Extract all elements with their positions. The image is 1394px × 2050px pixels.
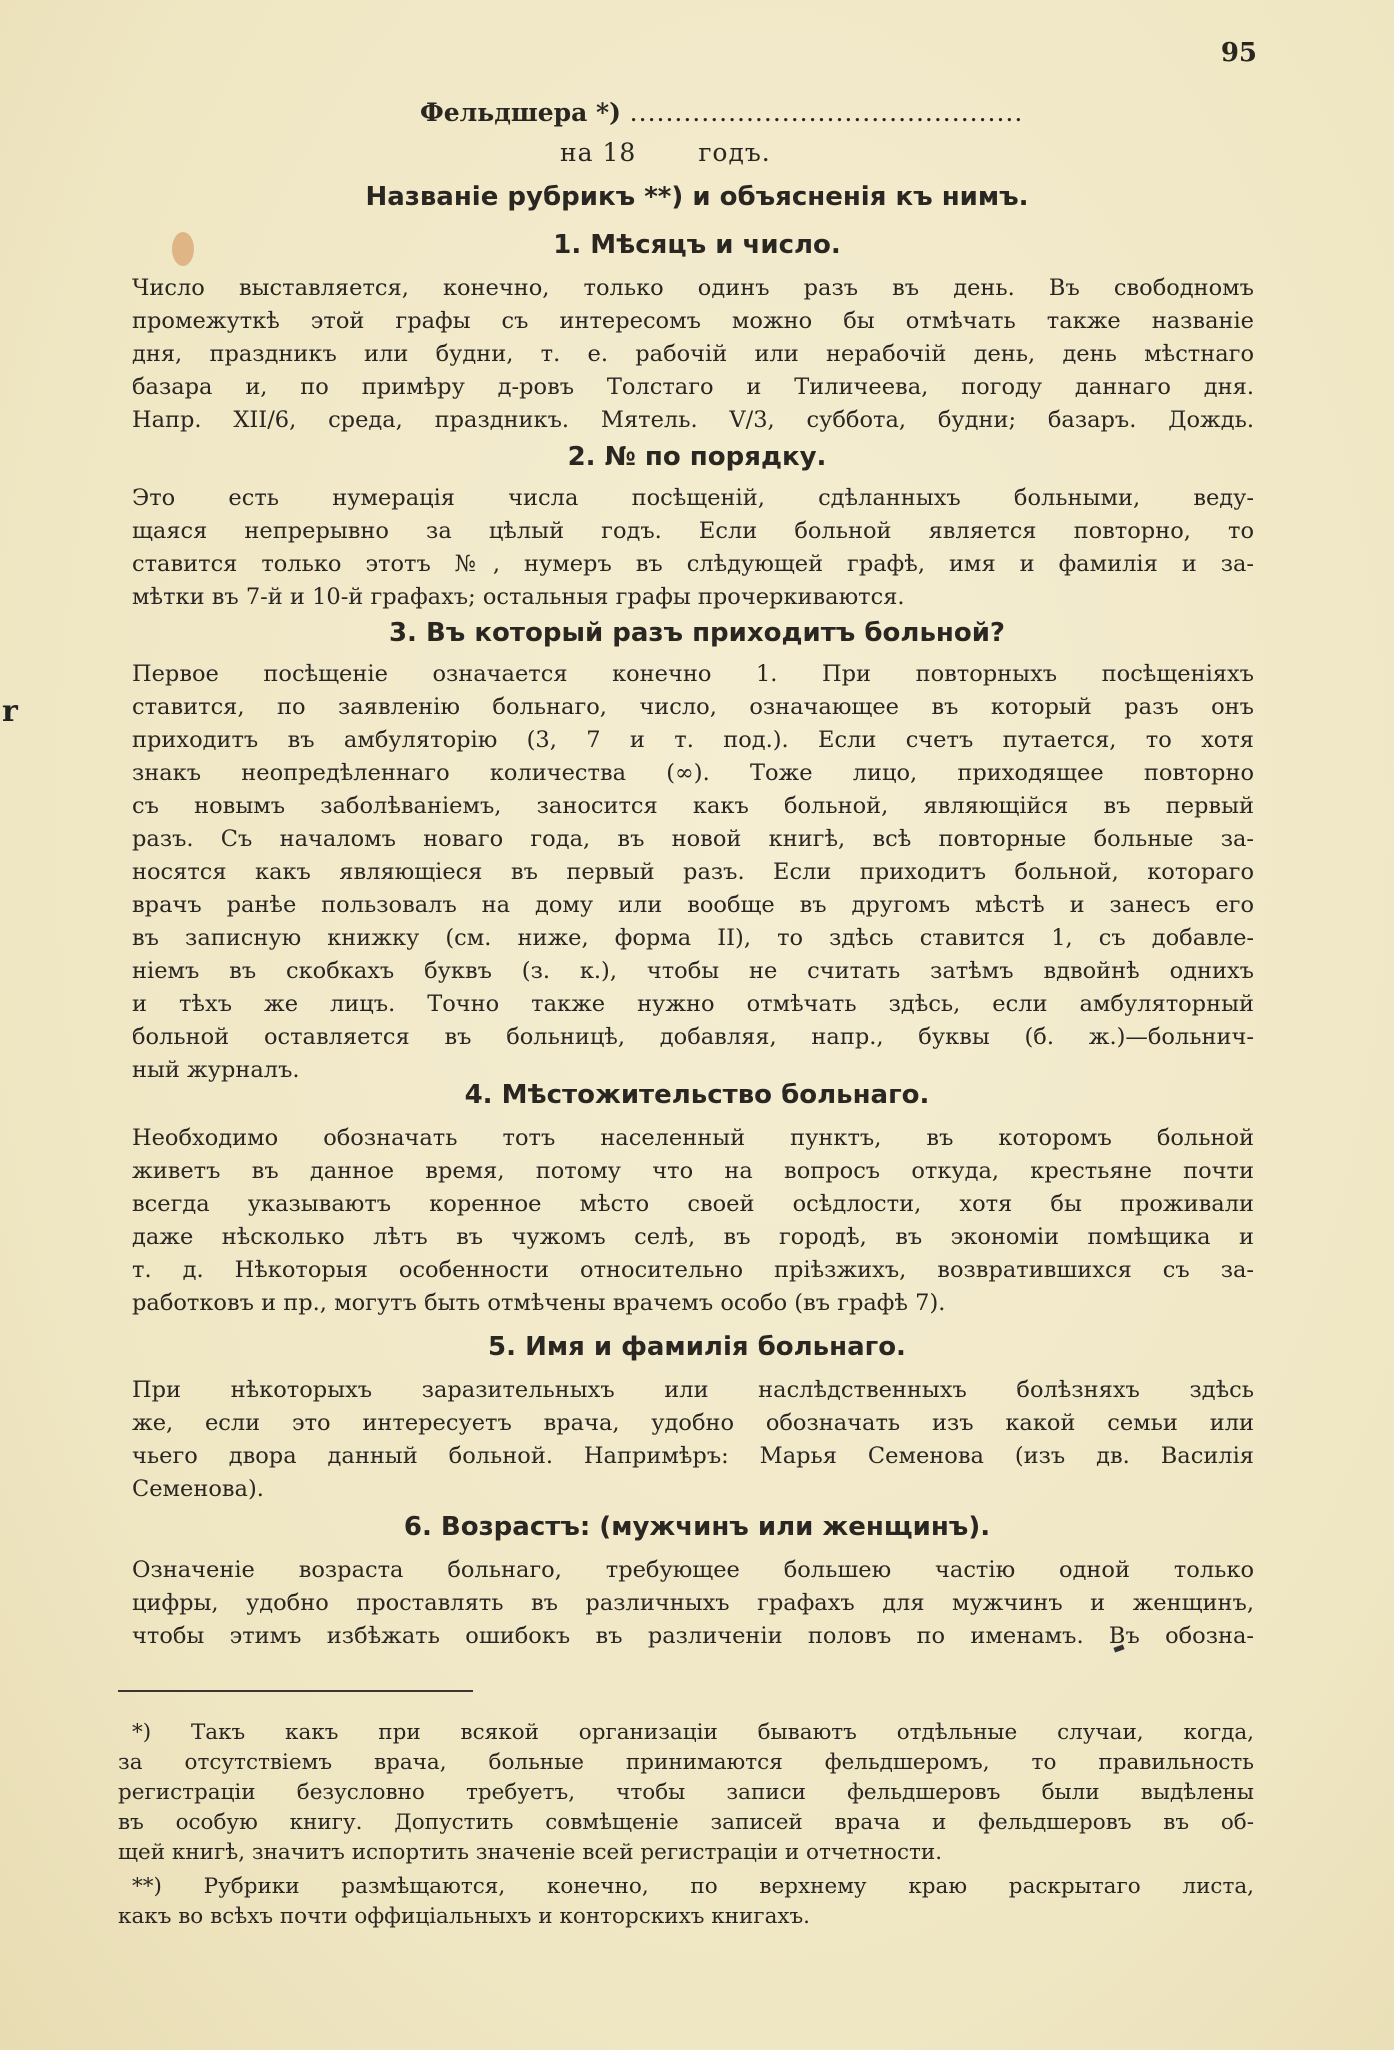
- section-body-age: [132, 1554, 1254, 1653]
- text-line: ставится только этотъ №, нумеръ въ слѣдующей графѣ, имя и фамилія и за-: [132, 551, 1254, 577]
- fill-in-dots: ............................................: [629, 98, 1024, 127]
- text-line: чтобы этимъ избѣжать ошибокъ въ различеніи половъ по именамъ. Въ обозна-: [132, 1623, 1254, 1649]
- section-body-number: [132, 482, 1254, 614]
- section-title-visit-count: 3. Въ который разъ приходитъ больной?: [388, 618, 1006, 648]
- text-line: промежуткѣ этой графы съ интересомъ можно бы отмѣчать также названіе: [132, 308, 1254, 334]
- text-line: даже нѣсколько лѣтъ въ чужомъ селѣ, въ городѣ, въ экономіи помѣщика и: [132, 1224, 1254, 1250]
- footnote-line: **) Рубрики размѣщаются, конечно, по верхнему краю раскрытаго листа,: [132, 1874, 1254, 1899]
- section-body-residence: [132, 1122, 1254, 1320]
- text-line: и тѣхъ же лицъ. Точно также нужно отмѣчать здѣсь, если амбуляторный: [132, 991, 1254, 1017]
- text-line: носятся какъ являющіеся въ первый разъ. Если приходитъ больной, котораго: [132, 859, 1254, 885]
- page-title: Названіе рубрикъ **) и объясненія къ нимъ.: [365, 182, 1029, 212]
- text-line: больной оставляется въ больницѣ, добавляя, напр., буквы (б. ж.)—больнич-: [132, 1024, 1254, 1050]
- section-body-name: [132, 1374, 1254, 1506]
- footnote-line: за отсутствіемъ врача, больные принимаются фельдшеромъ, то правильность: [118, 1750, 1254, 1775]
- text-line: приходитъ въ амбуляторію (3, 7 и т. под.). Если счетъ путается, то хотя: [132, 727, 1254, 753]
- text-line: При нѣкоторыхъ заразительныхъ или наслѣдственныхъ болѣзняхъ здѣсь: [132, 1377, 1254, 1403]
- footnote-line: въ особую книгу. Допустить совмѣщеніе записей врача и фельдшеровъ въ об-: [118, 1810, 1254, 1835]
- text-line: Это есть нумерація числа посѣщеній, сдѣланныхъ больными, веду-: [132, 485, 1254, 511]
- section-body-visit-count: [132, 658, 1254, 1087]
- footnote-line: *) Такъ какъ при всякой организаціи бываютъ отдѣльные случаи, когда,: [132, 1720, 1254, 1745]
- footnote-feldsher: [118, 1718, 1254, 1868]
- text-line: Число выставляется, конечно, только одинъ разъ въ день. Въ свободномъ: [132, 275, 1254, 301]
- text-line: же, если это интересуетъ врача, удобно обозначать изъ какой семьи или: [132, 1410, 1254, 1436]
- text-line: Означеніе возраста больнаго, требующее большею частію одной только: [132, 1557, 1254, 1583]
- footnote-rubrics: [118, 1872, 1254, 1932]
- text-line: мѣтки въ 7-й и 10-й графахъ; остальныя графы прочеркиваются.: [132, 584, 905, 610]
- section-title-name: 5. Имя и фамилія больнаго.: [488, 1332, 906, 1362]
- text-line: въ записную книжку (см. ниже, форма II), то здѣсь ставится 1, съ добавле-: [132, 925, 1254, 951]
- footnote-line: щей книгѣ, значитъ испортить значеніе всей регистраціи и отчетности.: [118, 1840, 943, 1865]
- text-line: т. д. Нѣкоторыя особенности относительно пріѣзжихъ, возвратившихся съ за-: [132, 1257, 1254, 1283]
- text-line: работковъ и пр., могутъ быть отмѣчены врачемъ особо (въ графѣ 7).: [132, 1290, 946, 1316]
- section-title-month-day: 1. Мѣсяцъ и число.: [553, 230, 841, 260]
- footnote-line: какъ во всѣхъ почти оффиціальныхъ и конторскихъ книгахъ.: [118, 1904, 811, 1929]
- text-line: знакъ неопредѣленнаго количества (∞). Тоже лицо, приходящее повторно: [132, 760, 1254, 786]
- text-line: съ новымъ заболѣваніемъ, заносится какъ больной, являющійся въ первый: [132, 793, 1254, 819]
- text-line: разъ. Съ началомъ новаго года, въ новой книгѣ, всѣ повторные больные за-: [132, 826, 1254, 852]
- text-line: базара и, по примѣру д-ровъ Толстаго и Тиличеева, погоду даннаго дня.: [132, 374, 1254, 400]
- feldsher-header: [420, 98, 1023, 127]
- text-line: ставится, по заявленію больнаго, число, означающее въ который разъ онъ: [132, 694, 1254, 720]
- footnote-line: регистраціи безусловно требуетъ, чтобы записи фельдшеровъ были выдѣлены: [118, 1780, 1254, 1805]
- footnote-divider: [118, 1690, 473, 1692]
- year-suffix: годъ.: [698, 138, 771, 167]
- section-title-number: 2. № по порядку.: [567, 442, 827, 472]
- text-line: ніемъ въ скобкахъ буквъ (з. к.), чтобы не считать затѣмъ вдвойнѣ однихъ: [132, 958, 1254, 984]
- text-line: цифры, удобно проставлять въ различныхъ графахъ для мужчинъ и женщинъ,: [132, 1590, 1254, 1616]
- text-line: щаяся непрерывно за цѣлый годъ. Если больной является повторно, то: [132, 518, 1254, 544]
- feldsher-label: Фельдшера *): [420, 98, 621, 127]
- year-prefix: на 18: [560, 138, 637, 167]
- text-line: Семенова).: [132, 1476, 264, 1502]
- section-body-month-day: [132, 272, 1254, 437]
- text-line: ный журналъ.: [132, 1057, 300, 1083]
- text-line: чьего двора данный больной. Напримѣръ: Марья Семенова (изъ дв. Василія: [132, 1443, 1254, 1469]
- text-line: дня, праздникъ или будни, т. е. рабочій или нерабочій день, день мѣстнаго: [132, 341, 1254, 367]
- text-line: врачъ ранѣе пользовалъ на дому или вообще въ другомъ мѣстѣ и занесъ его: [132, 892, 1254, 918]
- year-line: [560, 138, 771, 167]
- text-line: Напр. XII/6, среда, праздникъ. Мятель. V/3, суббота, будни; базаръ. Дождь.: [132, 407, 1254, 433]
- page-number: 95: [1220, 38, 1257, 68]
- text-line: живетъ въ данное время, потому что на вопросъ откуда, крестьяне почти: [132, 1158, 1254, 1184]
- section-title-residence: 4. Мѣстожительство больнаго.: [464, 1080, 930, 1110]
- text-line: Первое посѣщеніе означается конечно 1. При повторныхъ посѣщеніяхъ: [132, 661, 1254, 687]
- margin-mark: r: [2, 694, 18, 729]
- section-title-age: 6. Возрастъ: (мужчинъ или женщинъ).: [403, 1512, 991, 1542]
- text-line: всегда указываютъ коренное мѣсто своей осѣдлости, хотя бы проживали: [132, 1191, 1254, 1217]
- text-line: Необходимо обозначать тотъ населенный пунктъ, въ которомъ больной: [132, 1125, 1254, 1151]
